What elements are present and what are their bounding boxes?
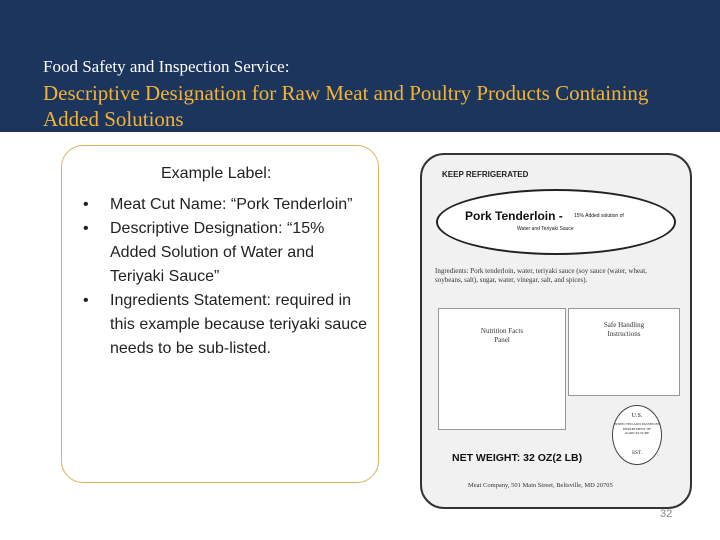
page-number: 32: [660, 508, 673, 520]
example-heading: Example Label:: [161, 165, 272, 182]
example-bullet-list: [80, 193, 370, 361]
nutrition-panel-line-2: Panel: [494, 336, 510, 344]
title-banner: [0, 0, 720, 132]
bullet-icon: •: [83, 220, 89, 237]
product-name: Pork Tenderloin -: [465, 209, 563, 223]
net-weight: NET WEIGHT: 32 OZ(2 LB): [452, 452, 583, 464]
added-solution-line-2: Water and Teriyaki Sauce: [517, 226, 574, 232]
bullet-ingredients-statement: [80, 289, 370, 361]
seal-body-text: INSPECTED AND PASSED BY DEPARTMENT OF AGRICULTURE: [613, 422, 661, 435]
usda-inspection-seal: [612, 405, 662, 465]
bullet-descriptive-designation: [80, 217, 370, 289]
keep-refrigerated-text: KEEP REFRIGERATED: [442, 170, 529, 179]
nutrition-facts-panel: [438, 308, 566, 430]
company-address: Meat Company, 501 Main Street, Beltsville, MD 20705: [468, 482, 613, 489]
bullet-text: Meat Cut Name: “Pork Tenderloin”: [110, 196, 353, 213]
bullet-icon: •: [83, 196, 89, 213]
nutrition-panel-line-1: Nutrition Facts: [480, 327, 524, 335]
safe-handling-line-2: Instructions: [607, 330, 641, 338]
added-solution-line-1: 15% Added solution of: [574, 213, 624, 219]
seal-est-text: EST.: [632, 451, 642, 456]
bullet-icon: •: [83, 292, 89, 309]
bullet-text: Descriptive Designation: “15% Added Solution of Water and Teriyaki Sauce”: [110, 220, 325, 285]
slide-title: Descriptive Designation for Raw Meat and Poultry Products Containing Added Solutions: [43, 81, 649, 131]
seal-us-text: U.S.: [631, 413, 643, 419]
slide-subtitle: Food Safety and Inspection Service:: [43, 57, 290, 76]
ingredients-statement: Ingredients: Pork tenderloin, water, teriyaki sauce (soy sauce (water, wheat, soybeans, salt), sugar, water, vinegar, salt, and spices).: [435, 267, 647, 284]
safe-handling-line-1: Safe Handling: [603, 321, 645, 329]
bullet-meat-cut-name: [80, 193, 370, 217]
example-product-label: [420, 153, 692, 509]
product-name-oval: [436, 189, 676, 255]
safe-handling-box: [568, 308, 680, 396]
bullet-text: Ingredients Statement: required in this example because teriyaki sauce needs to be sub-listed.: [110, 292, 368, 357]
